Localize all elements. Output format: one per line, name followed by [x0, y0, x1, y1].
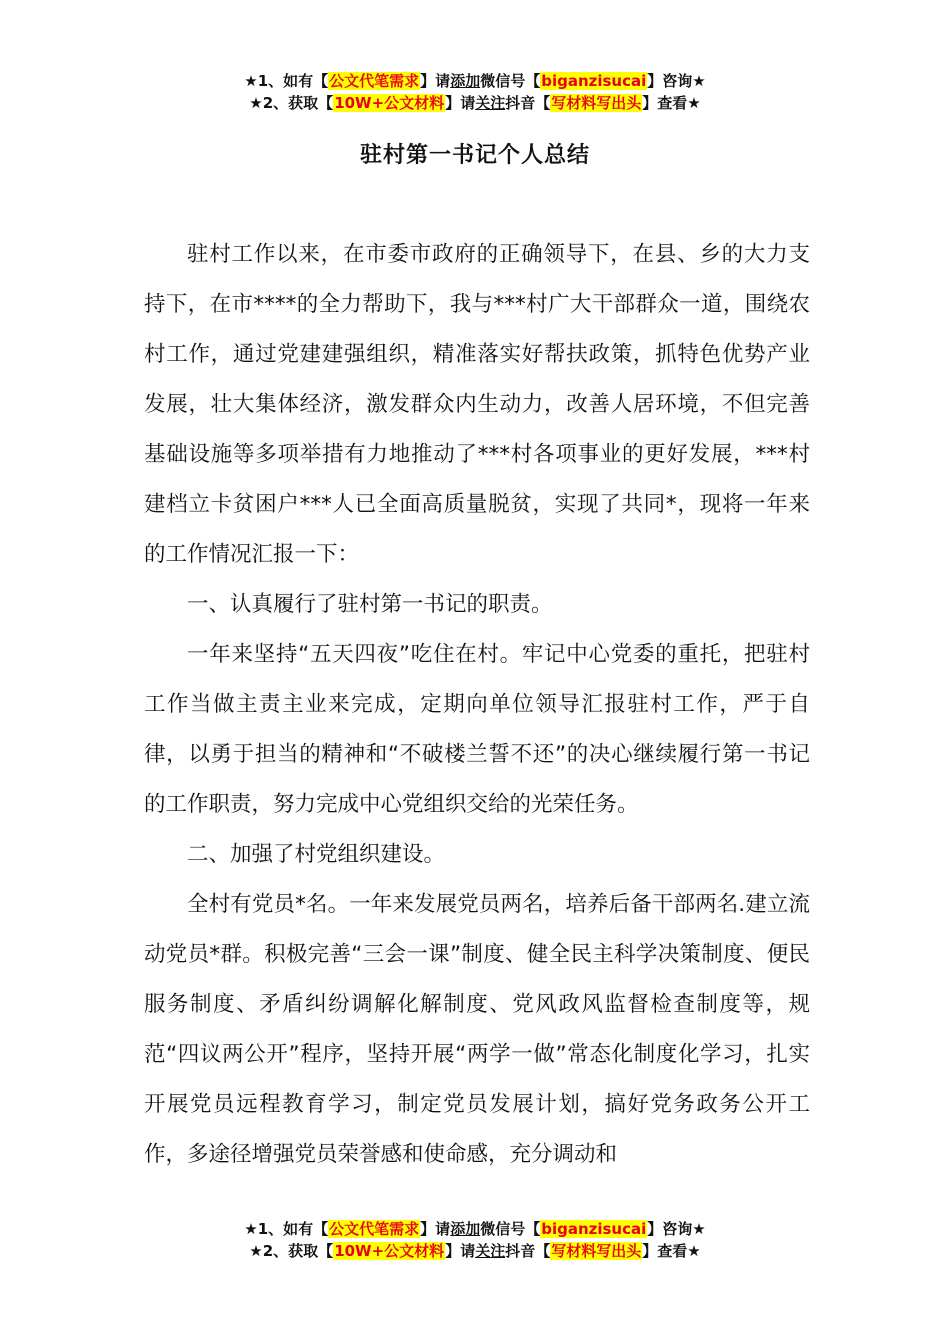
- highlight-materials: 10W+公文材料: [334, 94, 445, 112]
- banner-text: 】咨询★: [647, 72, 706, 90]
- document-title: 驻村第一书记个人总结: [359, 143, 590, 168]
- banner-text: 】请: [420, 1220, 451, 1238]
- highlight-wechat-id: biganzisucai: [541, 1220, 647, 1238]
- banner-underlined-text: 添加: [450, 72, 481, 90]
- header-banner: [0, 70, 950, 114]
- banner-text: ★1、如有【: [244, 72, 329, 90]
- banner-underlined-text: 关注: [475, 94, 506, 112]
- banner-text: 微信号【: [480, 1220, 541, 1238]
- paragraph: 驻村工作以来，在市委市政府的正确领导下，在县、乡的大力支持下，在市****的全力帮助下，我与***村广大干部群众一道，围绕农村工作，通过党建建强组织，精准落实好帮扶政策，抓特色优势产业发展，壮大集体经济，激发群众内生动力，改善人居环境，不但完善基础设施等多项举措有力地推动了***村各项事业的更好发展，***村建档立卡贫困户***人已全面高质量脱贫，实现了共同*，现将一年来的工作情况汇报一下：: [144, 242, 810, 567]
- banner-line-1: [0, 70, 950, 92]
- paragraph: 全村有党员*名。一年来发展党员两名，培养后备干部两名.建立流动党员*群。积极完善“三会一课”制度、健全民主科学决策制度、便民服务制度、矛盾纠纷调解化解制度、党风政风监督检查制度等，规范“四议两公开”程序，坚持开展“两学一做”常态化制度化学习，扎实开展党员远程教育学习，制定党员发展计划，搞好党务政务公开工作，多途径增强党员荣誉感和使命感，充分调动和: [144, 892, 810, 1167]
- banner-text: 】查看★: [642, 94, 701, 112]
- banner-text: ★2、获取【: [249, 94, 334, 112]
- banner-underlined-text: 关注: [475, 1242, 506, 1260]
- section-heading: 二、加强了村党组织建设。: [187, 842, 446, 867]
- highlight-wechat-id: biganzisucai: [541, 72, 647, 90]
- footer-banner: [0, 1218, 950, 1262]
- banner-text: ★1、如有【: [244, 1220, 329, 1238]
- highlight-ghostwriting: 公文代笔需求: [329, 1220, 420, 1238]
- highlight-douyin-id: 写材料写出头: [551, 1242, 642, 1260]
- banner-text: 抖音【: [505, 94, 551, 112]
- banner-line-1: [0, 1218, 950, 1240]
- banner-text: 】查看★: [642, 1242, 701, 1260]
- banner-text: 微信号【: [480, 72, 541, 90]
- banner-text: 】咨询★: [647, 1220, 706, 1238]
- banner-text: 】请: [420, 72, 451, 90]
- section-heading: 一、认真履行了驻村第一书记的职责。: [187, 592, 553, 617]
- banner-line-2: [0, 92, 950, 114]
- banner-underlined-text: 添加: [450, 1220, 481, 1238]
- paragraph: 一年来坚持“五天四夜”吃住在村。牢记中心党委的重托，把驻村工作当做主责主业来完成，定期向单位领导汇报驻村工作，严于自律，以勇于担当的精神和“不破楼兰誓不还”的决心继续履行第一书记的工作职责，努力完成中心党组织交给的光荣任务。: [144, 642, 810, 817]
- banner-text: 】请: [445, 94, 476, 112]
- highlight-douyin-id: 写材料写出头: [551, 94, 642, 112]
- banner-line-2: [0, 1240, 950, 1262]
- banner-text: ★2、获取【: [249, 1242, 334, 1260]
- banner-text: 】请: [445, 1242, 476, 1260]
- highlight-ghostwriting: 公文代笔需求: [329, 72, 420, 90]
- banner-text: 抖音【: [505, 1242, 551, 1260]
- highlight-materials: 10W+公文材料: [334, 1242, 445, 1260]
- document-body: [144, 230, 810, 1180]
